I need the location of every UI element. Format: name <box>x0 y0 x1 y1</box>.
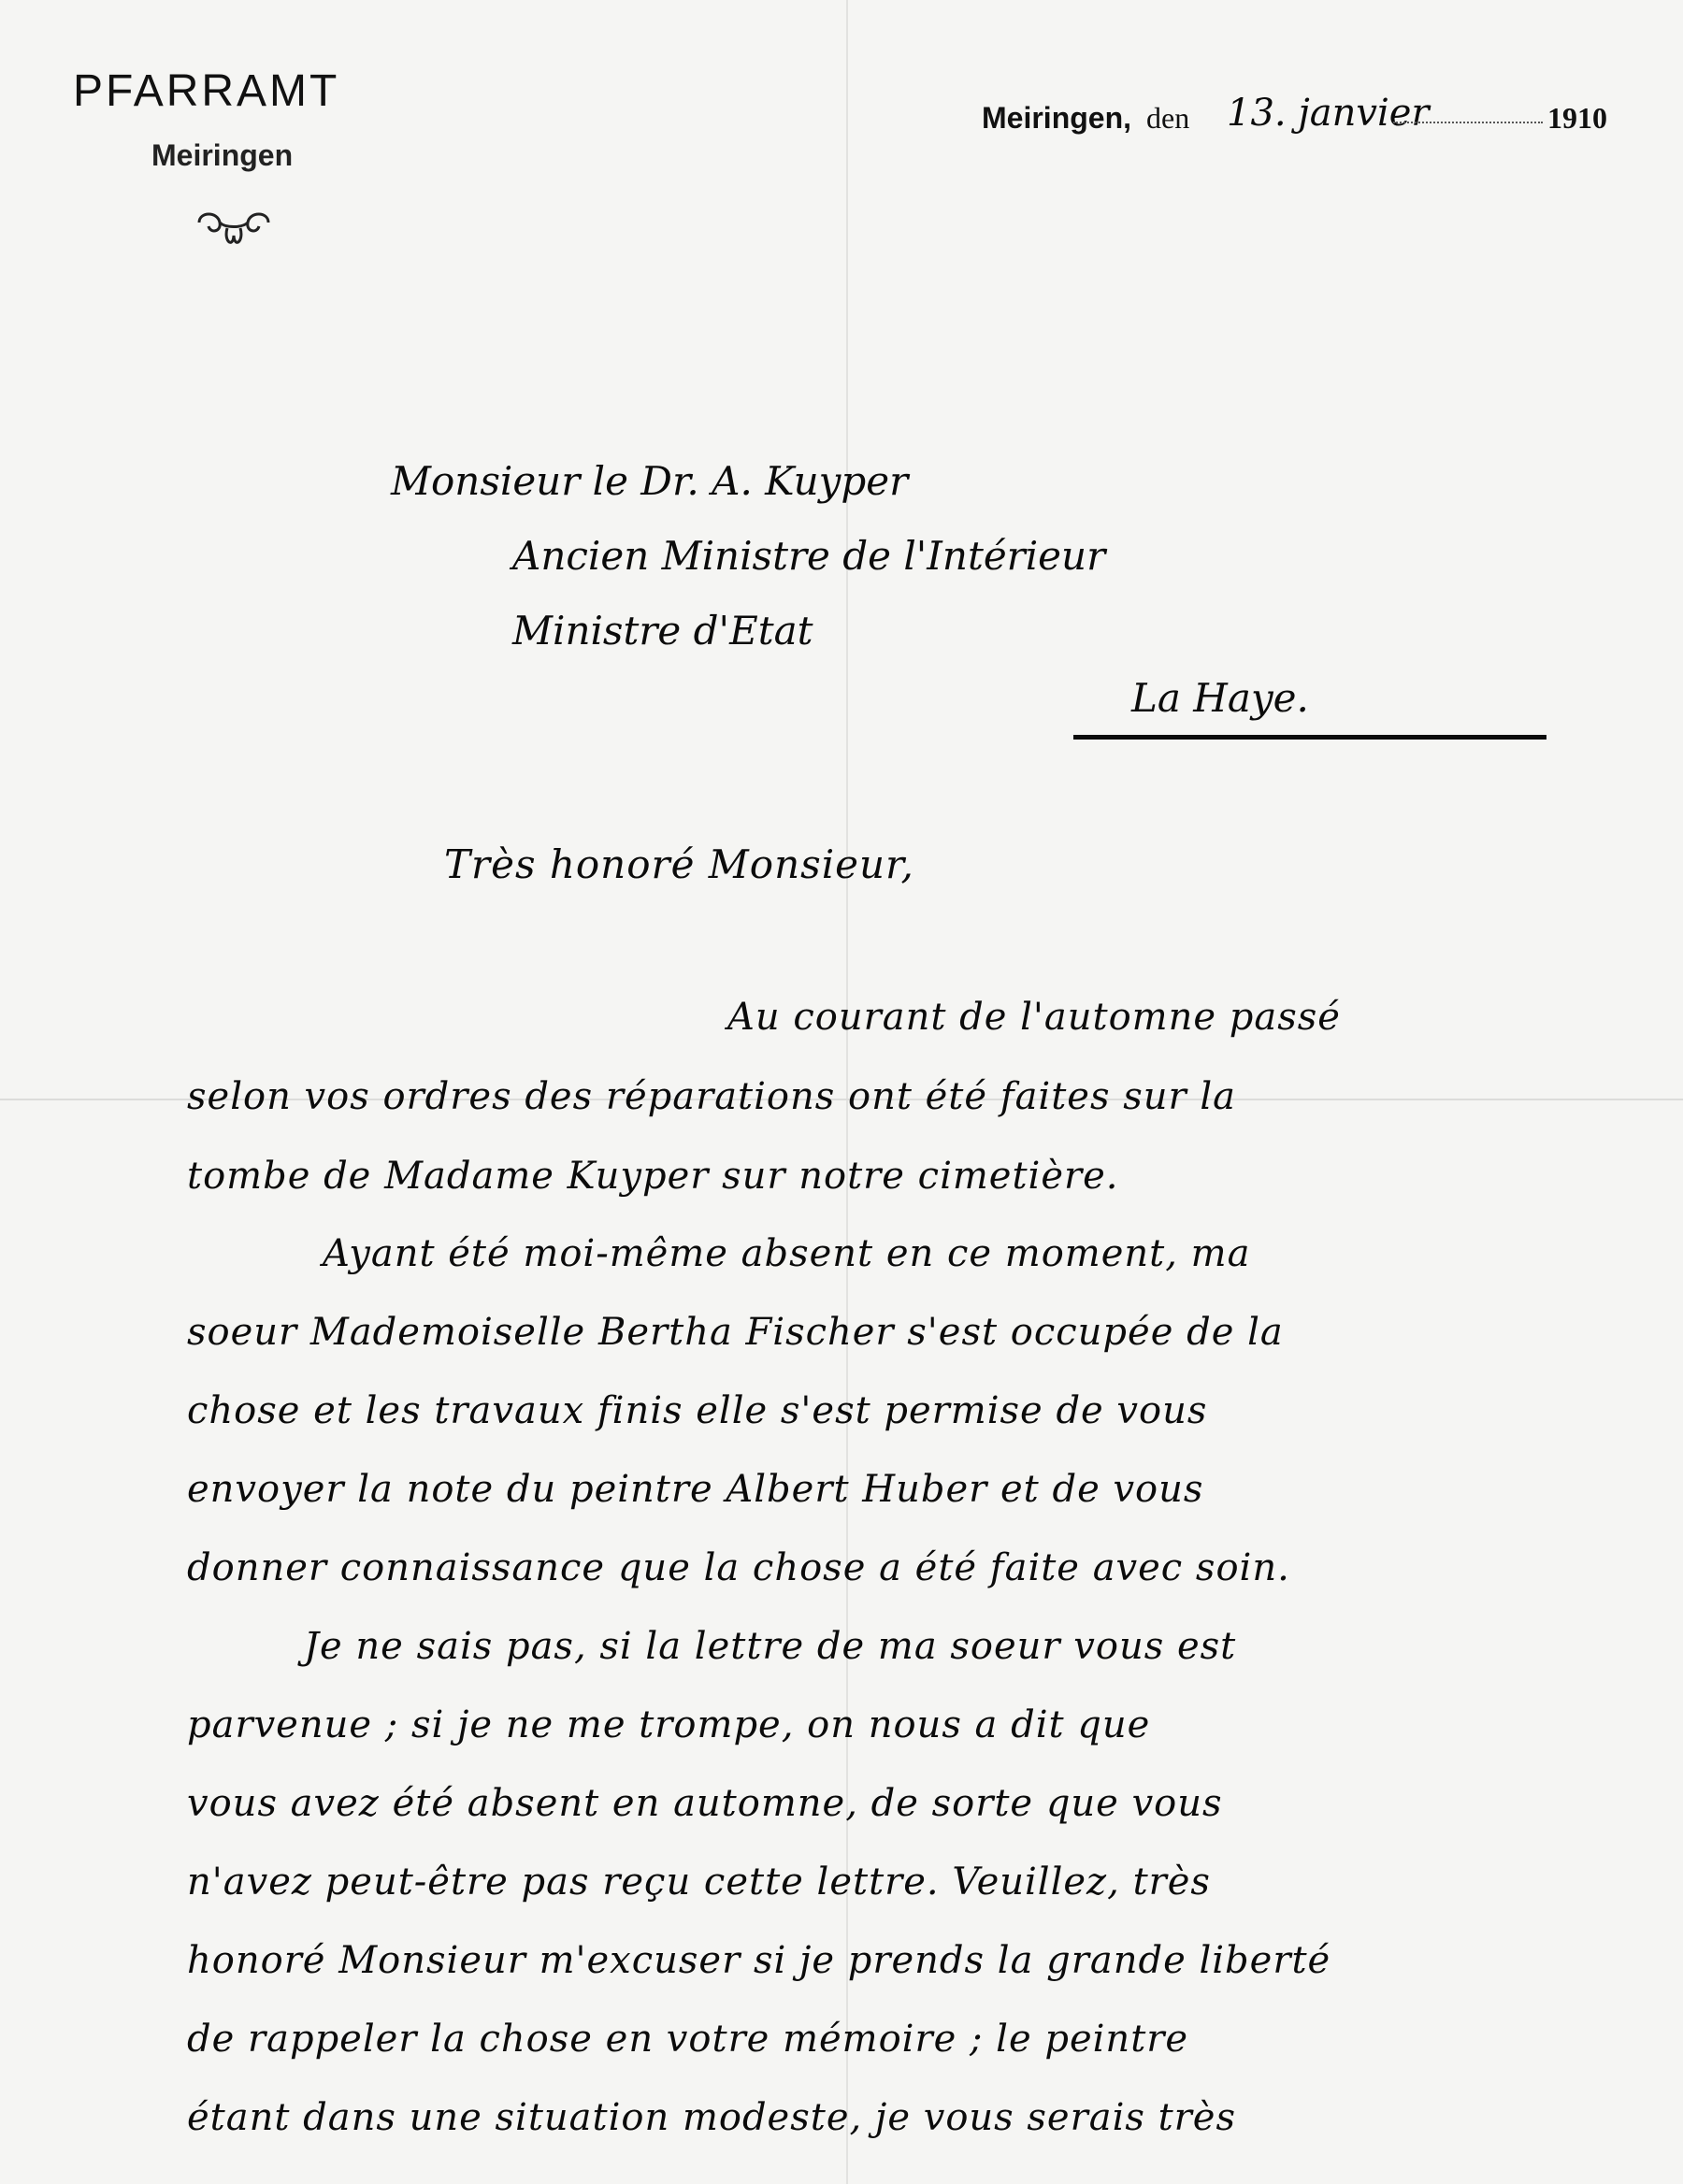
recipient-name: Monsieur le Dr. A. Kuyper <box>391 458 909 504</box>
body-line: soeur Mademoiselle Bertha Fischer s'est occupée de la <box>187 1311 1284 1354</box>
body-line: Ayant été moi-même absent en ce moment, ma <box>323 1232 1251 1275</box>
body-line: parvenue ; si je ne me trompe, on nous a dit que <box>187 1703 1151 1746</box>
scroll-ornament-icon <box>192 208 276 252</box>
date-dotted-line <box>1393 122 1543 123</box>
letterhead-town: Meiringen <box>151 138 294 172</box>
body-line: envoyer la note du peintre Albert Huber et de vous <box>187 1468 1204 1511</box>
body-line: de rappeler la chose en votre mémoire ; le peintre <box>187 2018 1189 2061</box>
body-line: n'avez peut-être pas reçu cette lettre. Veuillez, très <box>187 1861 1211 1904</box>
recipient-title-1: Ancien Ministre de l'Intérieur <box>512 533 1106 579</box>
body-line: tombe de Madame Kuyper sur notre cimetière. <box>187 1155 1119 1198</box>
salutation: Très honoré Monsieur, <box>444 841 914 887</box>
body-line: étant dans une situation modeste, je vous serais très <box>187 2096 1237 2139</box>
recipient-title-2: Ministre d'Etat <box>512 608 813 654</box>
body-line: honoré Monsieur m'excuser si je prends la grande liberté <box>187 1939 1331 1982</box>
date-place: Meiringen, <box>982 101 1132 135</box>
letterhead-title: PFARRAMT <box>73 66 340 116</box>
recipient-city: La Haye. <box>1131 675 1309 721</box>
recipient-underline <box>1073 735 1546 740</box>
date-den: den <box>1146 101 1190 135</box>
body-line: vous avez été absent en automne, de sorte que vous <box>187 1782 1223 1825</box>
body-line: Je ne sais pas, si la lettre de ma soeur vous est <box>304 1625 1237 1668</box>
date-year: 1910 <box>1547 101 1607 135</box>
date-line <box>982 92 1627 148</box>
body-line: selon vos ordres des réparations ont été faites sur la <box>187 1075 1236 1118</box>
body-line: chose et les travaux finis elle s'est permise de vous <box>187 1389 1208 1432</box>
body-line: Au courant de l'automne passé <box>727 996 1341 1039</box>
body-line: donner connaissance que la chose a été faite avec soin. <box>187 1546 1290 1589</box>
date-day-month: 13. janvier <box>1227 92 1430 135</box>
